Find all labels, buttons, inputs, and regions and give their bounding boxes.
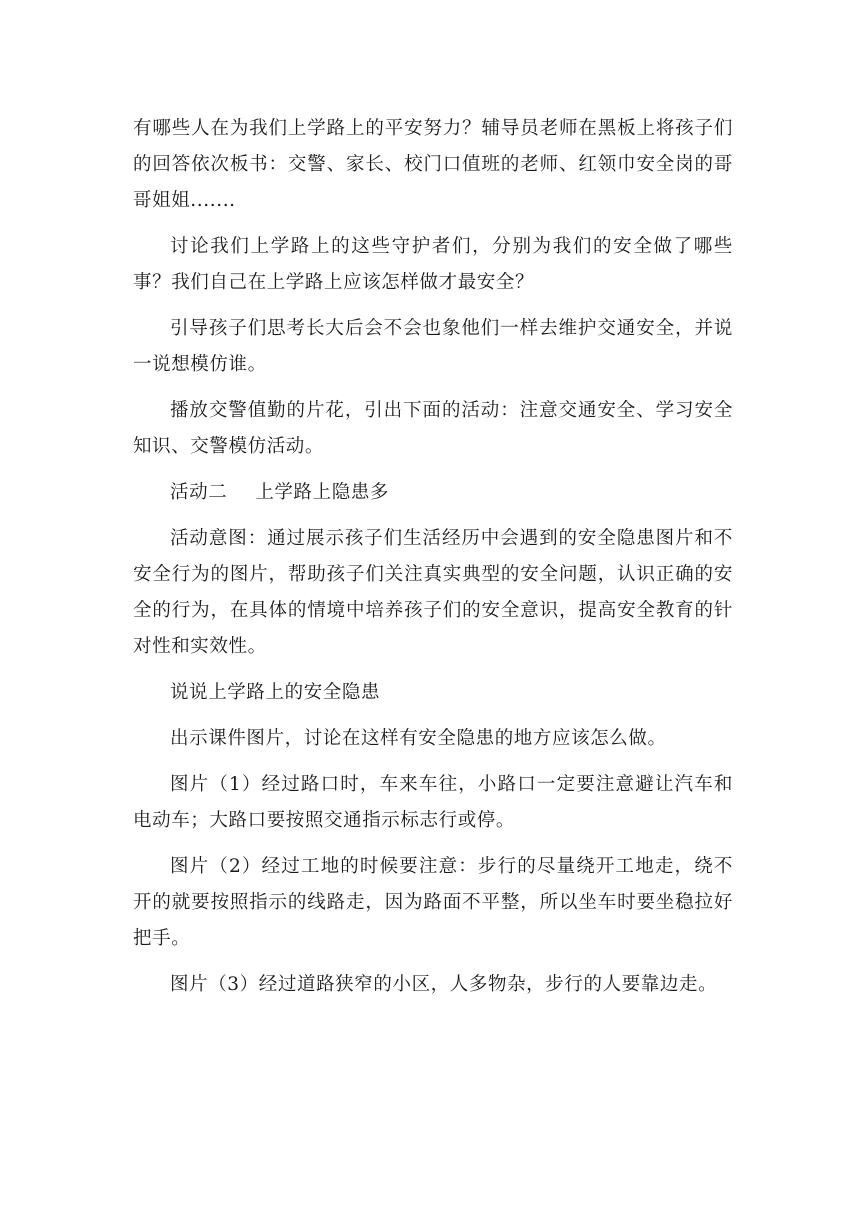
paragraph-picture-3: 图片（3）经过道路狭窄的小区，人多物杂，步行的人要靠边走。 — [170, 974, 718, 995]
paragraph-activity-intent: 活动意图：通过展示孩子们生活经历中会遇到的安全隐患图片和不安全行为的图片，帮助孩子们关注真实典型的安全问题，认识正确的安全的行为，在具体的情境中培养孩子们的安全意识，提高安全教育的针对性和实效性。 — [133, 528, 733, 657]
activity-heading-label: 活动二 — [170, 482, 228, 503]
paragraph-guide-thinking: 引导孩子们思考长大后会不会也象他们一样去维护交通安全，并说一说想模仿谁。 — [133, 318, 733, 375]
paragraph-guardians-question: 有哪些人在为我们上学路上的平安努力？辅导员老师在黑板上将孩子们的回答依次板书：交警、家长、校门口值班的老师、红领巾安全岗的哥哥姐姐....... — [133, 118, 733, 211]
paragraph-safety-hazards-title: 说说上学路上的安全隐患 — [170, 682, 381, 703]
paragraph-picture-1: 图片（1）经过路口时，车来车往，小路口一定要注意避让汽车和电动车；大路口要按照交通指示标志行或停。 — [133, 774, 733, 831]
activity-heading — [133, 475, 733, 511]
paragraph-play-clip: 播放交警值勤的片花，引出下面的活动：注意交通安全、学习安全知识、交警模仿活动。 — [133, 400, 733, 457]
paragraph-discussion: 讨论我们上学路上的这些守护者们，分别为我们的安全做了哪些事？我们自己在上学路上应该怎样做才最安全？ — [133, 236, 733, 293]
paragraph-show-pictures: 出示课件图片，讨论在这样有安全隐患的地方应该怎么做。 — [170, 728, 667, 749]
paragraph-picture-2: 图片（2）经过工地的时候要注意：步行的尽量绕开工地走，绕不开的就要按照指示的线路走，因为路面不平整，所以坐车时要坐稳拉好把手。 — [133, 856, 733, 949]
document-body — [133, 111, 733, 1013]
activity-heading-title: 上学路上隐患多 — [255, 482, 390, 503]
